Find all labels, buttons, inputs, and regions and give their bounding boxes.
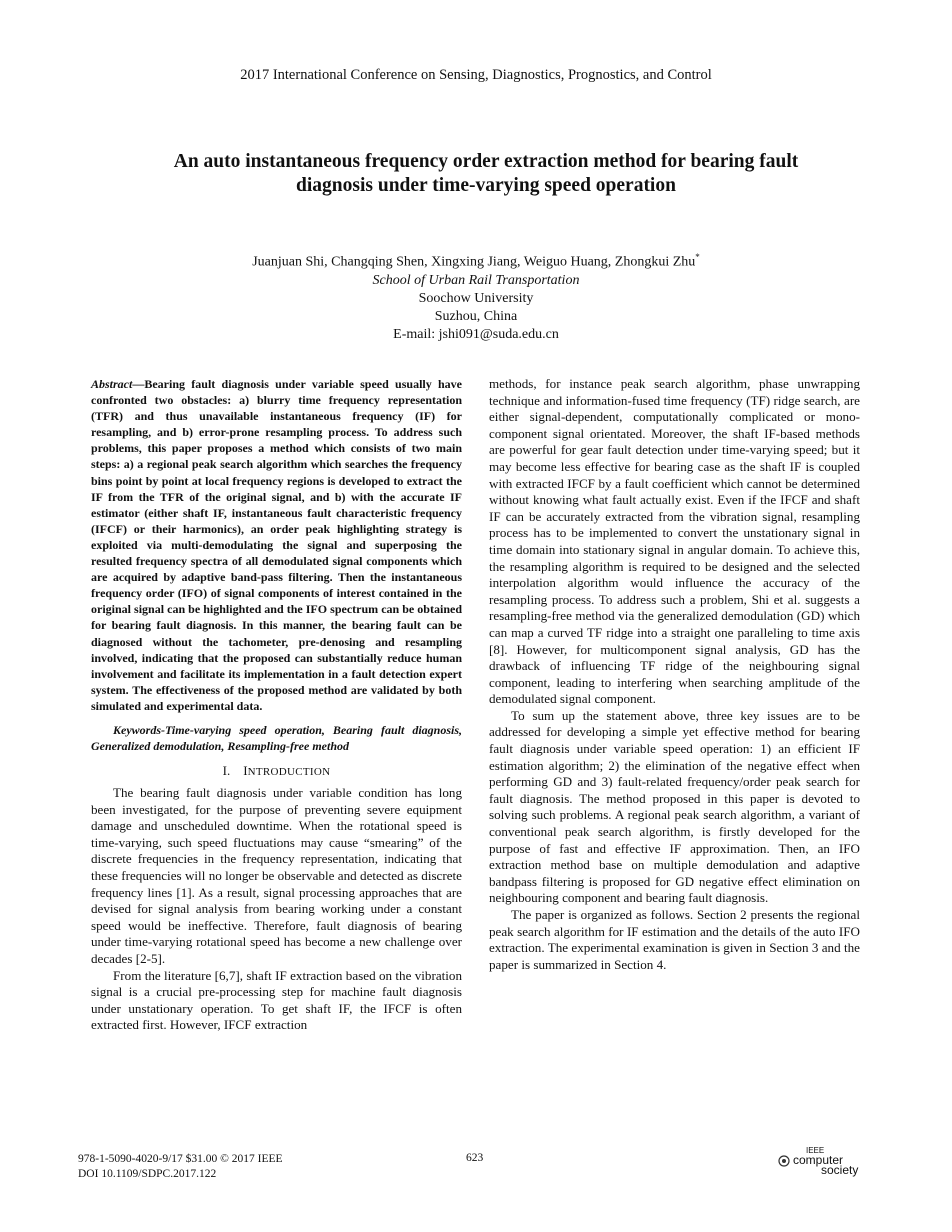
paragraph-1: The bearing fault diagnosis under variable condition has long been investigated, for the purpose of preventing severe equipment damage and unscheduled downtime. When the rotational speed is time-varying, such speed fluctuations may cause “smearing” of the discrete frequencies in the frequency representation, indicating that these frequencies will no longer be observable and detected as discrete frequency lines [1]. As a result, signal processing approaches that are devised for signal analysis from bearing working under a constant speed would be ineffective. Therefore, fault diagnosis of bearing under time-varying rotational speed has become a new challenge over decades [2-5]. <box>91 784 462 966</box>
abstract <box>91 376 462 714</box>
paragraph-2: From the literature [6,7], shaft IF extraction based on the vibration signal is a crucial pre-processing step for machine fault diagnosis under unstationary operation. To get shaft IF, the IFCF is often extracted first. However, IFCF extraction <box>91 967 462 1033</box>
authors: Juanjuan Shi, Changqing Shen, Xingxing Jiang, Weiguo Huang, Zhongkui Zhu <box>252 254 696 270</box>
abstract-lead: Abstract <box>91 377 133 391</box>
title-line-2: diagnosis under time-varying speed operation <box>296 175 676 196</box>
doi: DOI 10.1109/SDPC.2017.122 <box>78 1168 217 1180</box>
paragraph-3: methods, for instance peak search algorithm, phase unwrapping technique and information-fused time frequency (TF) ridge search, are either signal-dependent, computationally complicated or mono-component signal orientated. Moreover, the shaft IF-based methods are powerful for gear fault detection under time-varying speed; but it may become less effective for bearing case as the shaft IF is coupled with extracted IFCF by a fault coefficient which cannot be determined without knowing what fault actually exist. Even if the IFCF and shaft IF can be accurately extracted from the vibration signal, resampling process has to be implemented to convert the unstationary signal in time domain into stationary signal in angular domain. To achieve this, the resampling algorithm is required to be designed and the selected interpolation algorithm would influence the accuracy of the resampling process. To address such a problem, Shi et al. suggests a resampling-free method via the generalized demodulation (GD) which can map a curved TF ridge into a straight one paralleling to time axis [8]. However, for multicomponent signal analysis, GD has the drawback of influencing TF ridge of the neighbouring signal component, leading to interfering when searching amplitude of the demodulated signal component. <box>489 376 860 707</box>
corresponding-mark: * <box>695 252 700 262</box>
abstract-text: Bearing fault diagnosis under variable speed usually have confronted two obstacles: a) blurry time frequency representation (TFR) and thus unavailable instantaneous frequency (IF) for resampling, and b) error-prone resampling process. To address such problems, this paper proposes a method which consists of two main steps: a) a regional peak search algorithm which searches the frequency bins point by point at local frequency regions is developed to extract the IF from the TFR of the original signal, and b) with the accurate IF estimator (either shaft IF, instantaneous fault characteristic frequency (IFCF) or their harmonics), an order peak highlighting strategy is exploited via multi-demodulating the signal and superposing the resulted frequency spectra of all demodulated signal components which are acquired by adaptive band-pass filtering. Then the instantaneous frequency order (IFO) of signal components of interest contained in the original signal can be highlighted and the IFO spectrum can be obtained for bearing fault diagnosis. In this manner, the bearing fault can be diagnosed without the tachometer, pre-denosing and resampling involved, indicating that the proposed can substantially reduce human involvement and facilitate its implementation in a fault detection expert system. The effectiveness of the proposed method are validated by both simulated and experimental data. <box>91 377 462 713</box>
section-heading-introduction <box>91 763 462 781</box>
author-list <box>0 248 952 272</box>
logo-society-text: society <box>821 1163 859 1177</box>
keywords <box>91 722 462 754</box>
paragraph-5: The paper is organized as follows. Section 2 presents the regional peak search algorithm for IF estimation and the details of the auto IFO extraction. The experimental examination is given in Section 3 and the paper is summarized in Section 4. <box>489 907 860 972</box>
footer-info <box>78 1152 283 1182</box>
university: Soochow University <box>418 290 534 306</box>
title-line-1: An auto instantaneous frequency order extraction method for bearing fault <box>173 151 799 172</box>
email: E-mail: jshi091@suda.edu.cn <box>393 326 559 342</box>
section-number: I. <box>222 763 231 779</box>
city: Suzhou, China <box>434 308 518 324</box>
isbn: 978-1-5090-4020-9/17 $31.00 © 2017 IEEE <box>78 1153 283 1165</box>
logo-ieee-text: IEEE <box>806 1146 825 1155</box>
affiliation: School of Urban Rail Transportation <box>372 272 580 288</box>
page-number: 623 <box>466 1152 484 1164</box>
ieee-globe-icon <box>778 1155 790 1167</box>
keywords-text: -Time-varying speed operation, Bearing fault diagnosis, Generalized demodulation, Resampling-free method <box>91 722 462 754</box>
ieee-computer-society-logo <box>778 1146 868 1180</box>
left-column <box>91 376 462 1034</box>
conference-header: 2017 International Conference on Sensing, Diagnostics, Prognostics, and Control <box>240 67 712 83</box>
keywords-lead: Keywords <box>113 722 161 737</box>
section-title-rest: NTRODUCTION <box>247 766 331 779</box>
abstract-dash: — <box>132 377 145 391</box>
paper-title <box>100 150 872 198</box>
section-title-first: I <box>243 763 248 779</box>
right-column <box>489 376 860 973</box>
paragraph-4: To sum up the statement above, three key issues are to be addressed for developing a simple yet effective method for bearing fault diagnosis under variable speed operation: 1) an efficient IF estimation algorithm; 2) the elimination of the negative effect when performing GD and 3) fault-related frequency/order peak search for fault diagnosis. The method proposed in this paper is devoted to solving such problems. A regional peak search algorithm, a variant of conventional peak search algorithm, is firstly developed for the purpose of fast and effective IF approximation. Then, an IFO extraction method base on multiple demodulation and adaptive bandpass filtering is proposed for GD negative effect elimination on neighbouring component and bearing fault diagnosis. <box>489 707 860 906</box>
author-block <box>0 248 952 344</box>
logo-computer-text: computer <box>793 1153 844 1167</box>
